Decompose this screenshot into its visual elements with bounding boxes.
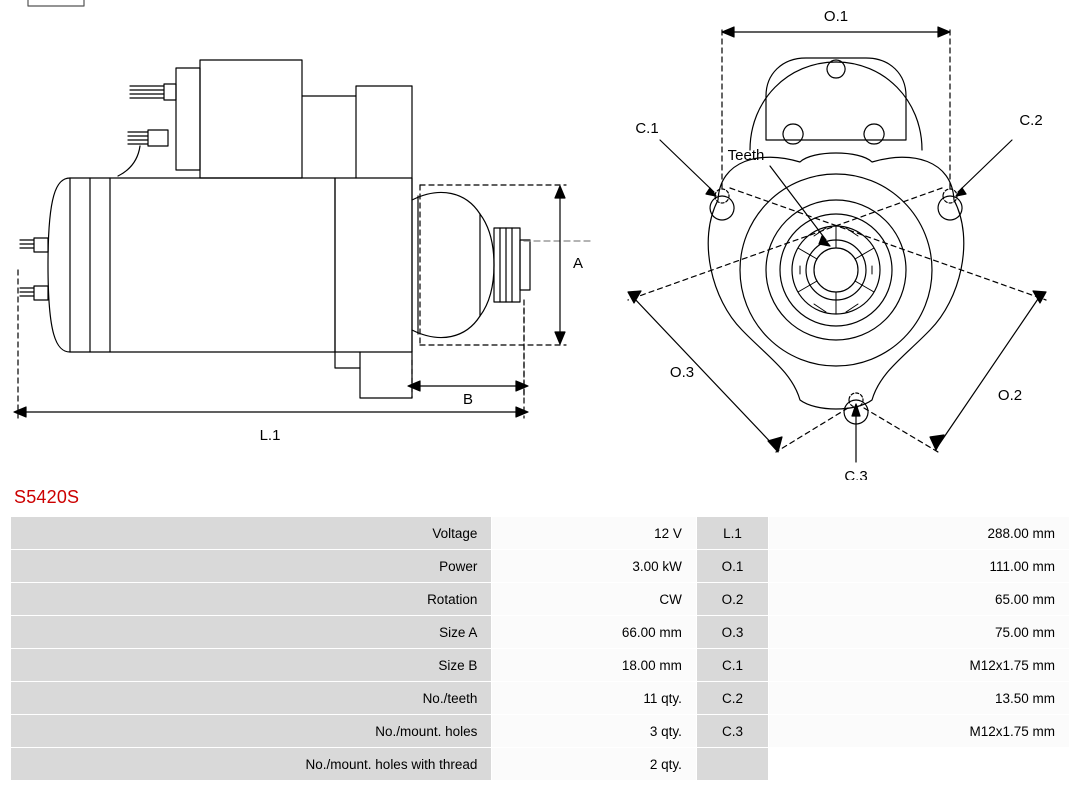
label-o1: O.1 xyxy=(823,8,849,25)
spec-value: CW xyxy=(492,583,697,616)
spec-label2: O.1 xyxy=(696,550,768,583)
spec-value2: 111.00 mm xyxy=(769,550,1070,583)
spec-label: Voltage xyxy=(11,517,492,550)
spec-value: 2 qty. xyxy=(492,748,697,781)
dimension-l1 xyxy=(14,270,528,418)
spec-value2: M12x1.75 mm xyxy=(769,715,1070,748)
table-row xyxy=(11,616,1070,649)
label-size-a: A xyxy=(572,255,584,272)
spec-value2: 13.50 mm xyxy=(769,682,1070,715)
starter-side-view xyxy=(14,60,590,418)
spec-label2: C.2 xyxy=(696,682,768,715)
dimension-b xyxy=(408,300,528,398)
spec-label: No./mount. holes xyxy=(11,715,492,748)
spec-label2-empty xyxy=(696,748,768,781)
spec-value2-empty xyxy=(769,748,1070,781)
spec-value2: 65.00 mm xyxy=(769,583,1070,616)
dimension-o3 xyxy=(628,188,942,452)
corner-marker xyxy=(28,0,84,6)
dimension-o2 xyxy=(730,188,1046,452)
table-row xyxy=(11,715,1070,748)
table-row xyxy=(11,517,1070,550)
label-c2: C.2 xyxy=(1019,112,1043,129)
spec-value: 66.00 mm xyxy=(492,616,697,649)
starter-front-view xyxy=(628,27,1046,462)
spec-value: 12 V xyxy=(492,517,697,550)
spec-label: Size B xyxy=(11,649,492,682)
label-o2: O.2 xyxy=(997,387,1023,404)
table-row xyxy=(11,748,1070,781)
spec-label2: O.2 xyxy=(696,583,768,616)
specification-table xyxy=(10,516,1070,781)
spec-value: 18.00 mm xyxy=(492,649,697,682)
dimension-a xyxy=(420,185,566,345)
label-size-b: B xyxy=(462,391,474,408)
label-teeth: Teeth xyxy=(727,147,765,164)
label-c1: C.1 xyxy=(635,120,659,137)
spec-label: Power xyxy=(11,550,492,583)
spec-label2: C.1 xyxy=(696,649,768,682)
product-code: S5420S xyxy=(14,487,80,507)
spec-value2: 288.00 mm xyxy=(769,517,1070,550)
spec-label2: C.3 xyxy=(696,715,768,748)
spec-label2: O.3 xyxy=(696,616,768,649)
spec-label: Size A xyxy=(11,616,492,649)
table-row xyxy=(11,682,1070,715)
table-row xyxy=(11,550,1070,583)
label-o3: O.3 xyxy=(669,364,695,381)
spec-value2: M12x1.75 mm xyxy=(769,649,1070,682)
table-row xyxy=(11,649,1070,682)
spec-label: No./mount. holes with thread xyxy=(11,748,492,781)
label-length-l1: L.1 xyxy=(259,427,281,444)
spec-label: Rotation xyxy=(11,583,492,616)
table-row xyxy=(11,583,1070,616)
spec-label: No./teeth xyxy=(11,682,492,715)
label-c3: C.3 xyxy=(844,468,868,480)
spec-value2: 75.00 mm xyxy=(769,616,1070,649)
spec-value: 3.00 kW xyxy=(492,550,697,583)
spec-value: 3 qty. xyxy=(492,715,697,748)
spec-label2: L.1 xyxy=(696,517,768,550)
spec-value: 11 qty. xyxy=(492,682,697,715)
